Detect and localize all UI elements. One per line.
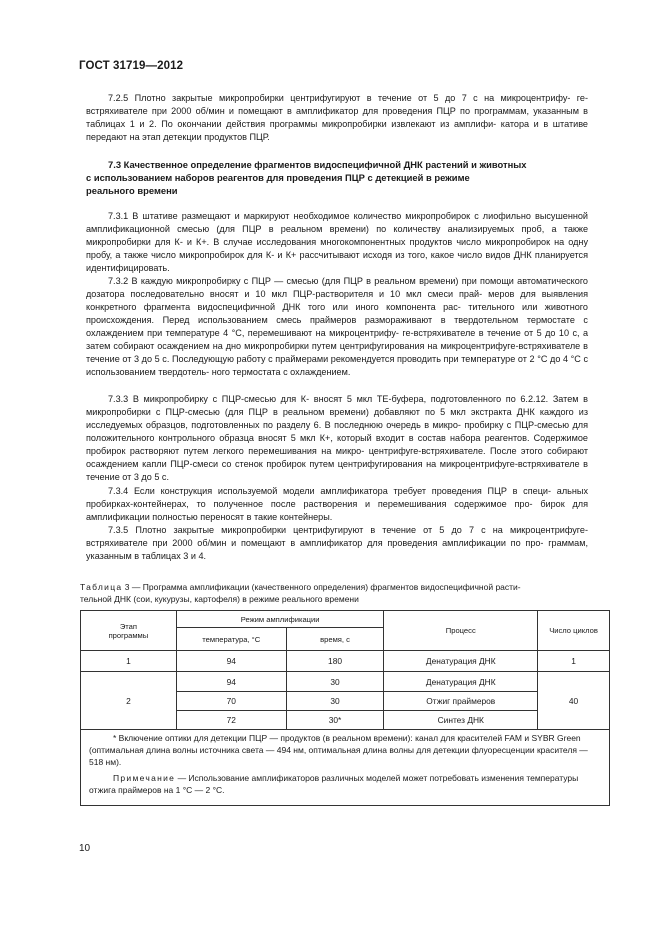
page-number: 10 (79, 843, 91, 854)
section-title-7-3: 7.3 Качественное определение фрагментов видоспецифичной ДНК растений и животных с использованием наборов реагентов для проведения ПЦР с детекцией в режиме реального времени (86, 159, 527, 196)
cell-temperature: 72 (176, 711, 286, 730)
cell-process: Денатурация ДНК (384, 672, 538, 692)
table-row (81, 651, 610, 672)
cell-stage: 2 (81, 672, 177, 730)
table-header-row (81, 611, 610, 628)
header-process: Процесс (384, 611, 538, 651)
paragraph-7-3-5: 7.3.5 Плотно закрытые микропробирки центрифугируют в течение от 5 до 7 с на микроцентрифуге- встряхивателе при 2000 об/мин и помещают в амплификатор для проведения амплификации по про- граммам, указанным в таблицах 3 и 4. (86, 525, 589, 562)
table-row (81, 672, 610, 692)
cell-process: Отжиг праймеров (384, 692, 538, 711)
header-temperature: температура, °С (176, 628, 286, 651)
cell-time: 180 (286, 651, 384, 672)
cell-time: 30 (286, 692, 384, 711)
table-note: Примечание — Использование амплификаторов различных моделей может потребовать изменения температуры отжига праймеров на 1 °С — 2 °С. (89, 773, 579, 795)
paragraph-7-3-1: 7.3.1 В штативе размещают и маркируют необходимое количество микропробирок с лиофильно высушенной амплификационной смесью (для ПЦР в реальном времени) по количеству анализируемых проб, а также микропробирки для К- и К+. В случае исследования многокомпонентных продуктов число микропробирок на одну пробу, а также число микропробирок для К- и К+ рассчитывают исходя из того, какое число видов ДНК планируется идентифицировать. (86, 211, 589, 274)
paragraph-7-3-2: 7.3.2 В каждую микропробирку с ПЦР — смесью (для ПЦР в реальном времени) при помощи автоматического дозатора последовательно вносят и 10 мкл ПЦР-растворителя и 10 мкл смеси прай- меров для выявления конкретного фрагмента видоспецифичной ДНК того или иного компонента рас- тительного или животного происхождения. Перед использованием смесь праймеров размораживают в твердотельном термостате с охлаждением при температуре 4 °С, перемешивают на микроцентрифу- ге-встряхивателе в течение от 5 до 10 с, а затем собирают осаждением на дно микропробирки путем центрифугирования на микроцентрифуге-встряхивателе в течение от 3 до 5 с. Последующую работу с праймерами рекомендуется проводить при температуре от 2 °С до 4 °С с использованием твердотель- ного термостата с охлаждением. (86, 276, 589, 378)
paragraph-7-3-3: 7.3.3 В микропробирку с ПЦР-смесью для К- вносят 5 мкл ТЕ-буфера, подготовленного по 6.2.12. Затем в микропробирки с ПЦР-смесью (для ПЦР в реальном времени) добавляют по 5 мкл экстракта ДНК каждого из исследуемых образцов, подготовленных по разделу 6. В последнюю очередь в микро- пробирку с ПЦР-смесью для положительного контрольного образца вносят 5 мкл К+, который входит в состав набора реагентов. Содержимое пробирок растворяют путем легкого перемешивания на микро- центрифуге-встряхивателе. После этого собирают осаждением капли ПЦР-смеси со стенок пробирок путем центрифугирования на микроцентрифуге-встряхивателе в течение от 3 до 5 с. (86, 394, 589, 483)
cell-temperature: 94 (176, 672, 286, 692)
table-3-caption (80, 581, 610, 605)
cell-time: 30 (286, 672, 384, 692)
cell-stage: 1 (81, 651, 177, 672)
table-footnote: * Включение оптики для детекции ПЦР — продуктов (в реальном времени): канал для красителей FAM и SYBR Green (оптимальная длина волны источника света — 494 нм, оптимальная длина волны для детекции флуоресценции красителя — 518 нм). (89, 733, 588, 767)
cell-process: Денатурация ДНК (384, 651, 538, 672)
table-notes (80, 730, 610, 806)
table-caption-text-cont: тельной ДНК (сои, кукурузы, картофеля) в режиме реального времени (80, 594, 359, 605)
header-time: время, с (286, 628, 384, 651)
note-label: Примечание (113, 773, 176, 783)
paragraph-text: 7.2.5 Плотно закрытые микропробирки центрифугируют в течение от 5 до 7 с на микроцентрифу- ге-встряхивателе при 2000 об/мин и помещают в амплификатор для проведения ПЦР по программам, указанным в таблицах 1 и 2. По окончании действия программы микропробирки извлекают из амплифи- катора и в штативе передают на этап детекции продуктов ПЦР. (86, 93, 588, 143)
cell-temperature: 70 (176, 692, 286, 711)
document-code-header: ГОСТ 31719—2012 (79, 60, 184, 72)
table-caption-text: 3 — Программа амплификации (качественного определения) фрагментов видоспецифичной расти- (122, 582, 521, 592)
cell-time: 30* (286, 711, 384, 730)
amplification-program-table (80, 610, 610, 730)
cell-cycles: 40 (538, 672, 610, 730)
header-mode: Режим амплификации (176, 611, 384, 628)
header-stage: Этап программы (81, 611, 177, 651)
paragraph-7-3-4: 7.3.4 Если конструкция используемой модели амплификатора требует проведения ПЦР в специ- альных пробирках-контейнерах, то полученное после растворения и перемешивания содержимое про- бирок для амплификации полностью переносят в такие контейнеры. (86, 486, 589, 523)
cell-temperature: 94 (176, 651, 286, 672)
cell-process: Синтез ДНК (384, 711, 538, 730)
header-cycles: Число циклов (538, 611, 610, 651)
table-caption-label: Таблица (80, 582, 123, 592)
paragraph-7-2-5 (86, 92, 588, 144)
cell-cycles: 1 (538, 651, 610, 672)
